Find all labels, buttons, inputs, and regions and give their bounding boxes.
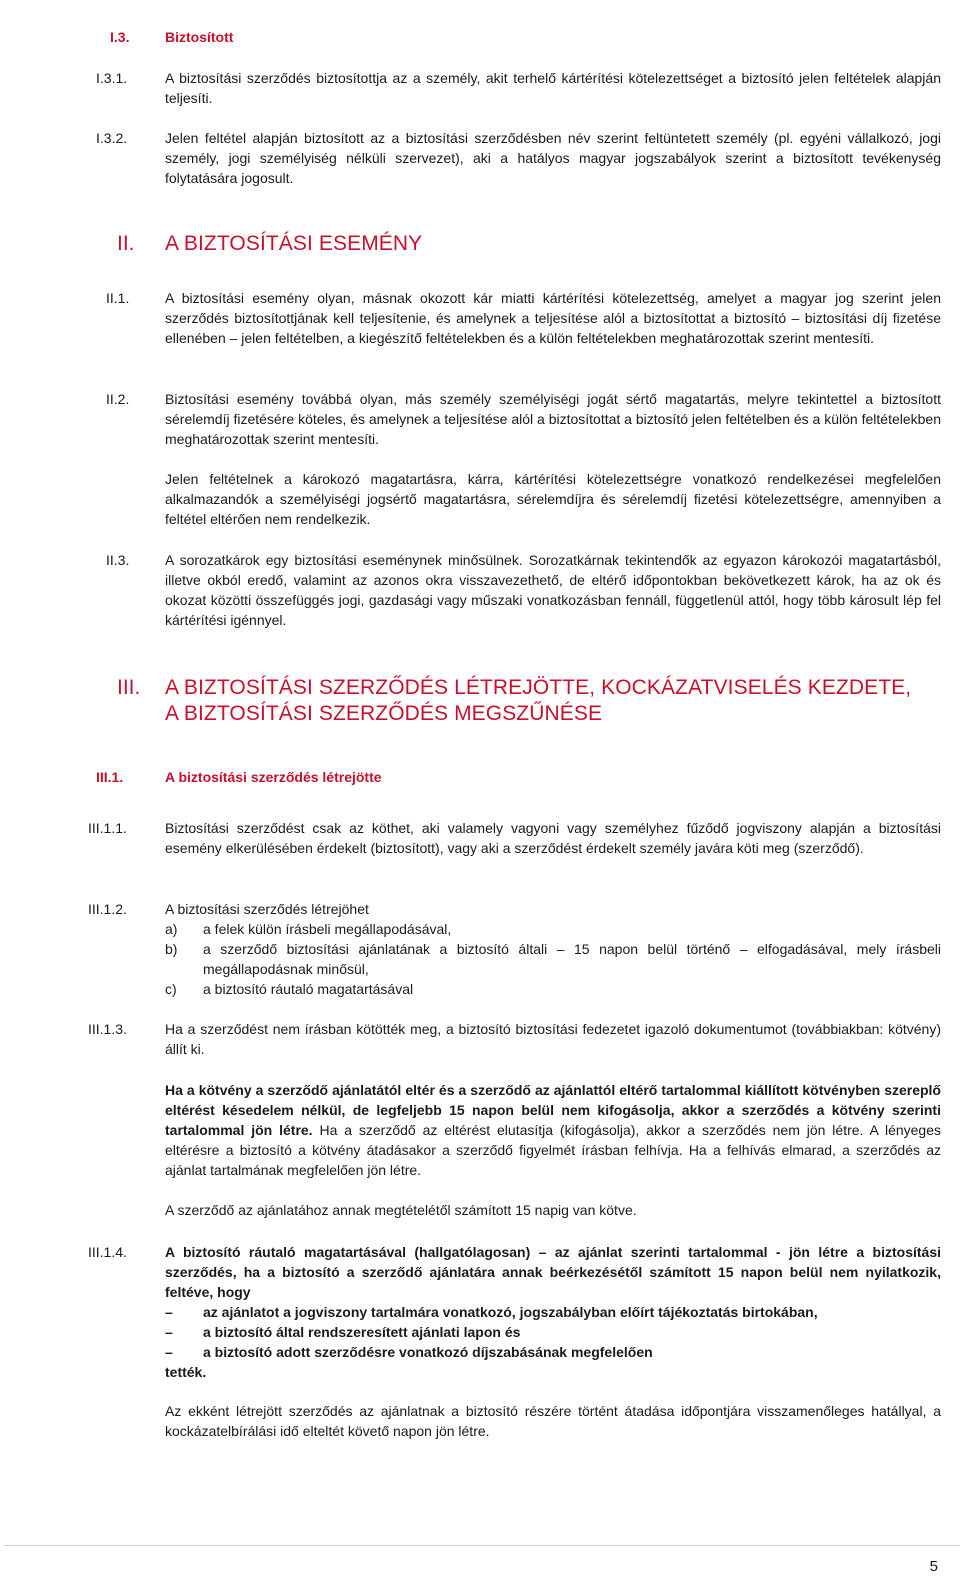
paragraph: Ha a kötvény a szerződő ajánlatától eltér és a szerződő az ajánlattól eltérő tartalommal kiállított kötvényben szereplő eltérést késedelem nélkül, de legfeljebb 15 napon belül nem kifogásolja, akkor a szerződés a kötvény szerinti tartalommal jön létre. Ha a szerződő az eltérést elutasítja (kifogásolja), akkor a szerződés nem jön létre. A lényeges eltérésre a biztosító a kötvény átadásakor a szerződő figyelmét írásban felhívja. Ha a felhívás elmarad, a szerződés az ajánlat tartalmának megfelelően jön létre. — [165, 1082, 942, 1178]
chapter-title: A BIZTOSÍTÁSI ESEMÉNY — [165, 232, 423, 255]
section-number: II.3. — [106, 552, 130, 568]
page-number: 5 — [929, 1558, 938, 1575]
list-item: b) a szerződő biztosítási ajánlatának a biztosító általi – 15 napon belül történő – elfogadásával, mely írásbeli megállapodásnak minősül, — [165, 941, 941, 977]
list-item: a) a felek külön írásbeli megállapodásával, — [165, 921, 452, 937]
section-number: I.3. — [110, 29, 130, 45]
section-number: III.1.2. — [88, 901, 127, 917]
section-number: III.1.3. — [88, 1021, 127, 1037]
list-item: – a biztosító által rendszeresített ajánlati lapon és — [165, 1324, 521, 1340]
paragraph: A sorozatkárok egy biztosítási eseménynek minősülnek. Sorozatkárnak tekintendők az egyazon károkozói magatartásból, illetve okból eredő, valamint az azonos okra visszavezethető, de eltérő időpontokban bekövetkezett károk, ha az ok és okozat közötti összefüggés jogi, gazdasági vagy műszaki vonatkozásban fennáll, függetlenül attól, hogy több károsult lép fel kártérítési igénnyel. — [165, 552, 941, 628]
chapter-number: II. — [117, 232, 135, 255]
paragraph: Jelen feltétel alapján biztosított az a biztosítási szerződésben név szerint feltüntetett személy (pl. egyéni vállalkozó, jogi személy, jogi személyiség nélküli szervezet), aki a hatályos magyar jogszabályok szerint a biztosított tevékenység folytatására jogosult. — [165, 130, 941, 186]
chapter-title: A BIZTOSÍTÁSI SZERZŐDÉS LÉTREJÖTTE, KOCKÁZATVISELÉS KEZDETE, — [165, 676, 912, 699]
section-title: Biztosított — [165, 29, 234, 45]
paragraph: tették. — [165, 1364, 207, 1380]
paragraph: A biztosítási szerződés biztosítottja az a személy, akit terhelő kártérítési kötelezettséget a biztosító jelen feltételek alapján teljesíti. — [165, 70, 941, 106]
paragraph: Ha a szerződést nem írásban kötötték meg, a biztosító biztosítási fedezetet igazoló dokumentumot (továbbiakban: kötvény) állít ki. — [165, 1021, 941, 1057]
list-block — [165, 1242, 941, 1382]
paragraph: Biztosítási esemény továbbá olyan, más személy személyiségi jogát sértő magatartás, melyre tekintettel a biztosított sérelemdíj fizetésére köteles, és amelynek a teljesítése alól a biztosítottat a biztosító jelen feltételben és a külön feltételekben meghatározottak szerint mentesíti. — [165, 391, 941, 447]
paragraph: A biztosítási szerződés létrejöhet — [165, 901, 369, 917]
paragraph: Jelen feltételnek a károkozó magatartásra, kárra, kártérítési kötelezettségre vonatkozó rendelkezései megfelelően alkalmazandók a személyiségi jogsértő magatartásra, sérelemdíjra és sérelemdíj fizetési kötelezettségre, amennyiben a feltétel eltérően nem rendelkezik. — [165, 471, 941, 527]
section-number: III.1.4. — [88, 1244, 127, 1260]
section-number: III.1. — [96, 769, 124, 785]
list-item: – a biztosító adott szerződésre vonatkozó díjszabásának megfelelően — [165, 1344, 653, 1360]
section-number: II.2. — [106, 391, 130, 407]
list-block — [165, 899, 941, 999]
section-number: III.1.1. — [88, 820, 127, 836]
list-item: – az ajánlatot a jogviszony tartalmára vonatkozó, jogszabályban előírt tájékoztatás birtokában, — [165, 1304, 818, 1320]
footer-divider — [4, 1545, 960, 1546]
paragraph: A biztosító ráutaló magatartásával (hallgatólagosan) – az ajánlat szerinti tartalommal - jön létre a biztosítási szerződés, ha a biztosító a szerződő ajánlatára annak beérkezésétől számított 15 napon belül nem nyilatkozik, feltéve, hogy — [165, 1244, 941, 1300]
paragraph: Az ekként létrejött szerződés az ajánlatnak a biztosító részére történt átadása időpontjára visszamenőleges hatállyal, a kockázatelbírálási idő elteltét követő napon jön létre. — [165, 1403, 941, 1439]
section-number: I.3.1. — [96, 70, 128, 86]
chapter-title-line2: A BIZTOSÍTÁSI SZERZŐDÉS MEGSZŰNÉSE — [165, 702, 603, 725]
chapter-number: III. — [117, 676, 141, 699]
paragraph: Biztosítási szerződést csak az köthet, aki valamely vagyoni vagy személyhez fűződő jogviszony alapján a biztosítási esemény elkerülésében érdekelt (biztosított), vagy aki a szerződést érdekelt személy javára köti meg (szerződő). — [165, 820, 941, 856]
paragraph: A szerződő az ajánlatához annak megtételétől számított 15 napig van kötve. — [165, 1202, 637, 1218]
section-title: A biztosítási szerződés létrejötte — [165, 769, 382, 785]
list-item: c) a biztosító ráutaló magatartásával — [165, 981, 414, 997]
paragraph: A biztosítási esemény olyan, másnak okozott kár miatti kártérítési kötelezettség, amelyet a magyar jog szerint jelen szerződés biztosítottjának kell teljesítenie, és amelynek a teljesítése alól a biztosítottat a biztosító – biztosítási díj fizetése ellenében – jelen feltételben, a kiegészítő feltételekben és a külön feltételekben meghatározottak szerint mentesíti. — [165, 290, 941, 346]
section-number: II.1. — [106, 290, 130, 306]
section-number: I.3.2. — [96, 130, 128, 146]
bold-text: Ha a kötvény a szerződő ajánlatától eltér és a szerződő az ajánlattól eltérő tartalommal kiállított kötvényben szereplő eltérést késedelem nélkül, de legfeljebb 15 napon belül nem kifogásolja, akkor a szerződés a kötvény szerinti tartalommal jön létre. — [165, 1082, 941, 1138]
